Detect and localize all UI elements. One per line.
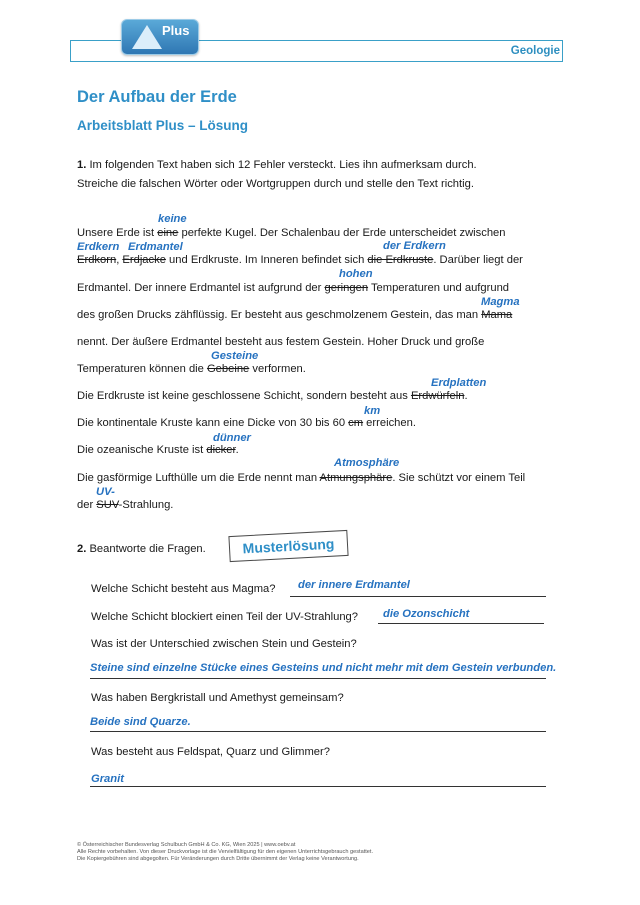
subject-label: Geologie [510,45,560,57]
logo-text: Plus [162,23,190,38]
plus-logo [121,19,199,55]
correction-duenner: dünner [213,432,251,444]
text-line-5: nennt. Der äußere Erdmantel besteht aus festem Gestein. Hoher Druck und große [77,336,485,348]
page-subtitle: Arbeitsblatt Plus – Lösung [77,118,249,133]
task2-instruction: 2. Beantworte die Fragen. [77,543,206,555]
text-line-11: der SUV-Strahlung. [77,499,174,511]
question-2: Welche Schicht blockiert einen Teil der UV-Strahlung? [91,611,358,623]
musterloesung-stamp: Musterlösung [228,530,348,562]
answer-4: Beide sind Quarze. [90,716,191,728]
correction-der-erdkern: der Erdkern [383,240,446,252]
text-line-10: Die gasförmige Lufthülle um die Erde nennt man Atmungsphäre. Sie schützt vor einem Teil [77,472,526,484]
answer-1: der innere Erdmantel [298,579,410,591]
correction-gesteine: Gesteine [211,350,259,362]
text-line-9: Die ozeanische Kruste ist dicker. [77,444,239,456]
question-3: Was ist der Unterschied zwischen Stein und Gestein? [91,638,357,650]
answer-line-2 [378,623,544,624]
task2-number: 2. [77,543,87,555]
text-line-8: Die kontinentale Kruste kann eine Dicke von 30 bis 60 cm erreichen. [77,417,416,429]
correction-km: km [364,405,381,417]
task1-instruction-line1: 1. Im folgenden Text haben sich 12 Fehler versteckt. Lies ihn aufmerksam durch. [77,159,477,171]
correction-magma: Magma [481,296,520,308]
triangle-logo-icon [132,25,162,49]
correction-keine: keine [158,213,187,225]
text-line-4: des großen Drucks zähflüssig. Er besteht aus geschmolzenem Gestein, das man Mama [77,309,513,321]
footer-copyright: © Österreichischer Bundesverlag Schulbuch GmbH & Co. KG, Wien 2025 | www.oebv.at Alle Rechte vorbehalten. Von dieser Druckvorlage ist die Vervielfältigung für den eigenen Unterrichtsgebrauch gestattet. Die Kopiergebühren sind abgegolten. Für Veränderungen durch Dritte übernimmt der Verlag keine Verantwortung. [77,842,374,863]
question-5: Was besteht aus Feldspat, Quarz und Glimmer? [91,746,330,758]
text-line-1: Unsere Erde ist eine perfekte Kugel. Der Schalenbau der Erde unterscheidet zwischen [77,227,506,239]
correction-erdkern: Erdkern [77,241,120,253]
task1-instruction-line2: Streiche die falschen Wörter oder Wortgruppen durch und stelle den Text richtig. [77,178,474,190]
text-line-7: Die Erdkruste ist keine geschlossene Schicht, sondern besteht aus Erdwürfeln. [77,390,468,402]
answer-line-5 [90,786,546,787]
question-1: Welche Schicht besteht aus Magma? [91,583,276,595]
text-line-2: Erdkorn, Erdjacke und Erdkruste. Im Inneren befindet sich die Erdkruste. Darüber liegt der [77,254,523,266]
answer-3: Steine sind einzelne Stücke eines Gesteins und nicht mehr mit dem Gestein verbunden. [90,662,557,674]
question-4: Was haben Bergkristall und Amethyst gemeinsam? [91,692,344,704]
answer-2: die Ozonschicht [383,608,470,620]
correction-atmosphaere: Atmosphäre [334,457,400,469]
answer-line-4 [90,731,546,732]
correction-erdplatten: Erdplatten [431,377,487,389]
task1-number: 1. [77,159,87,171]
text-line-6: Temperaturen können die Gebeine verformen. [77,363,306,375]
text-line-3: Erdmantel. Der innere Erdmantel ist aufgrund der geringen Temperaturen und aufgrund [77,282,510,294]
answer-line-1 [290,596,546,597]
correction-hohen: hohen [339,268,373,280]
correction-erdmantel: Erdmantel [128,241,183,253]
answer-line-3 [90,678,546,679]
page-title: Der Aufbau der Erde [77,88,237,106]
correction-uv: UV- [96,486,115,498]
answer-5: Granit [91,773,124,785]
